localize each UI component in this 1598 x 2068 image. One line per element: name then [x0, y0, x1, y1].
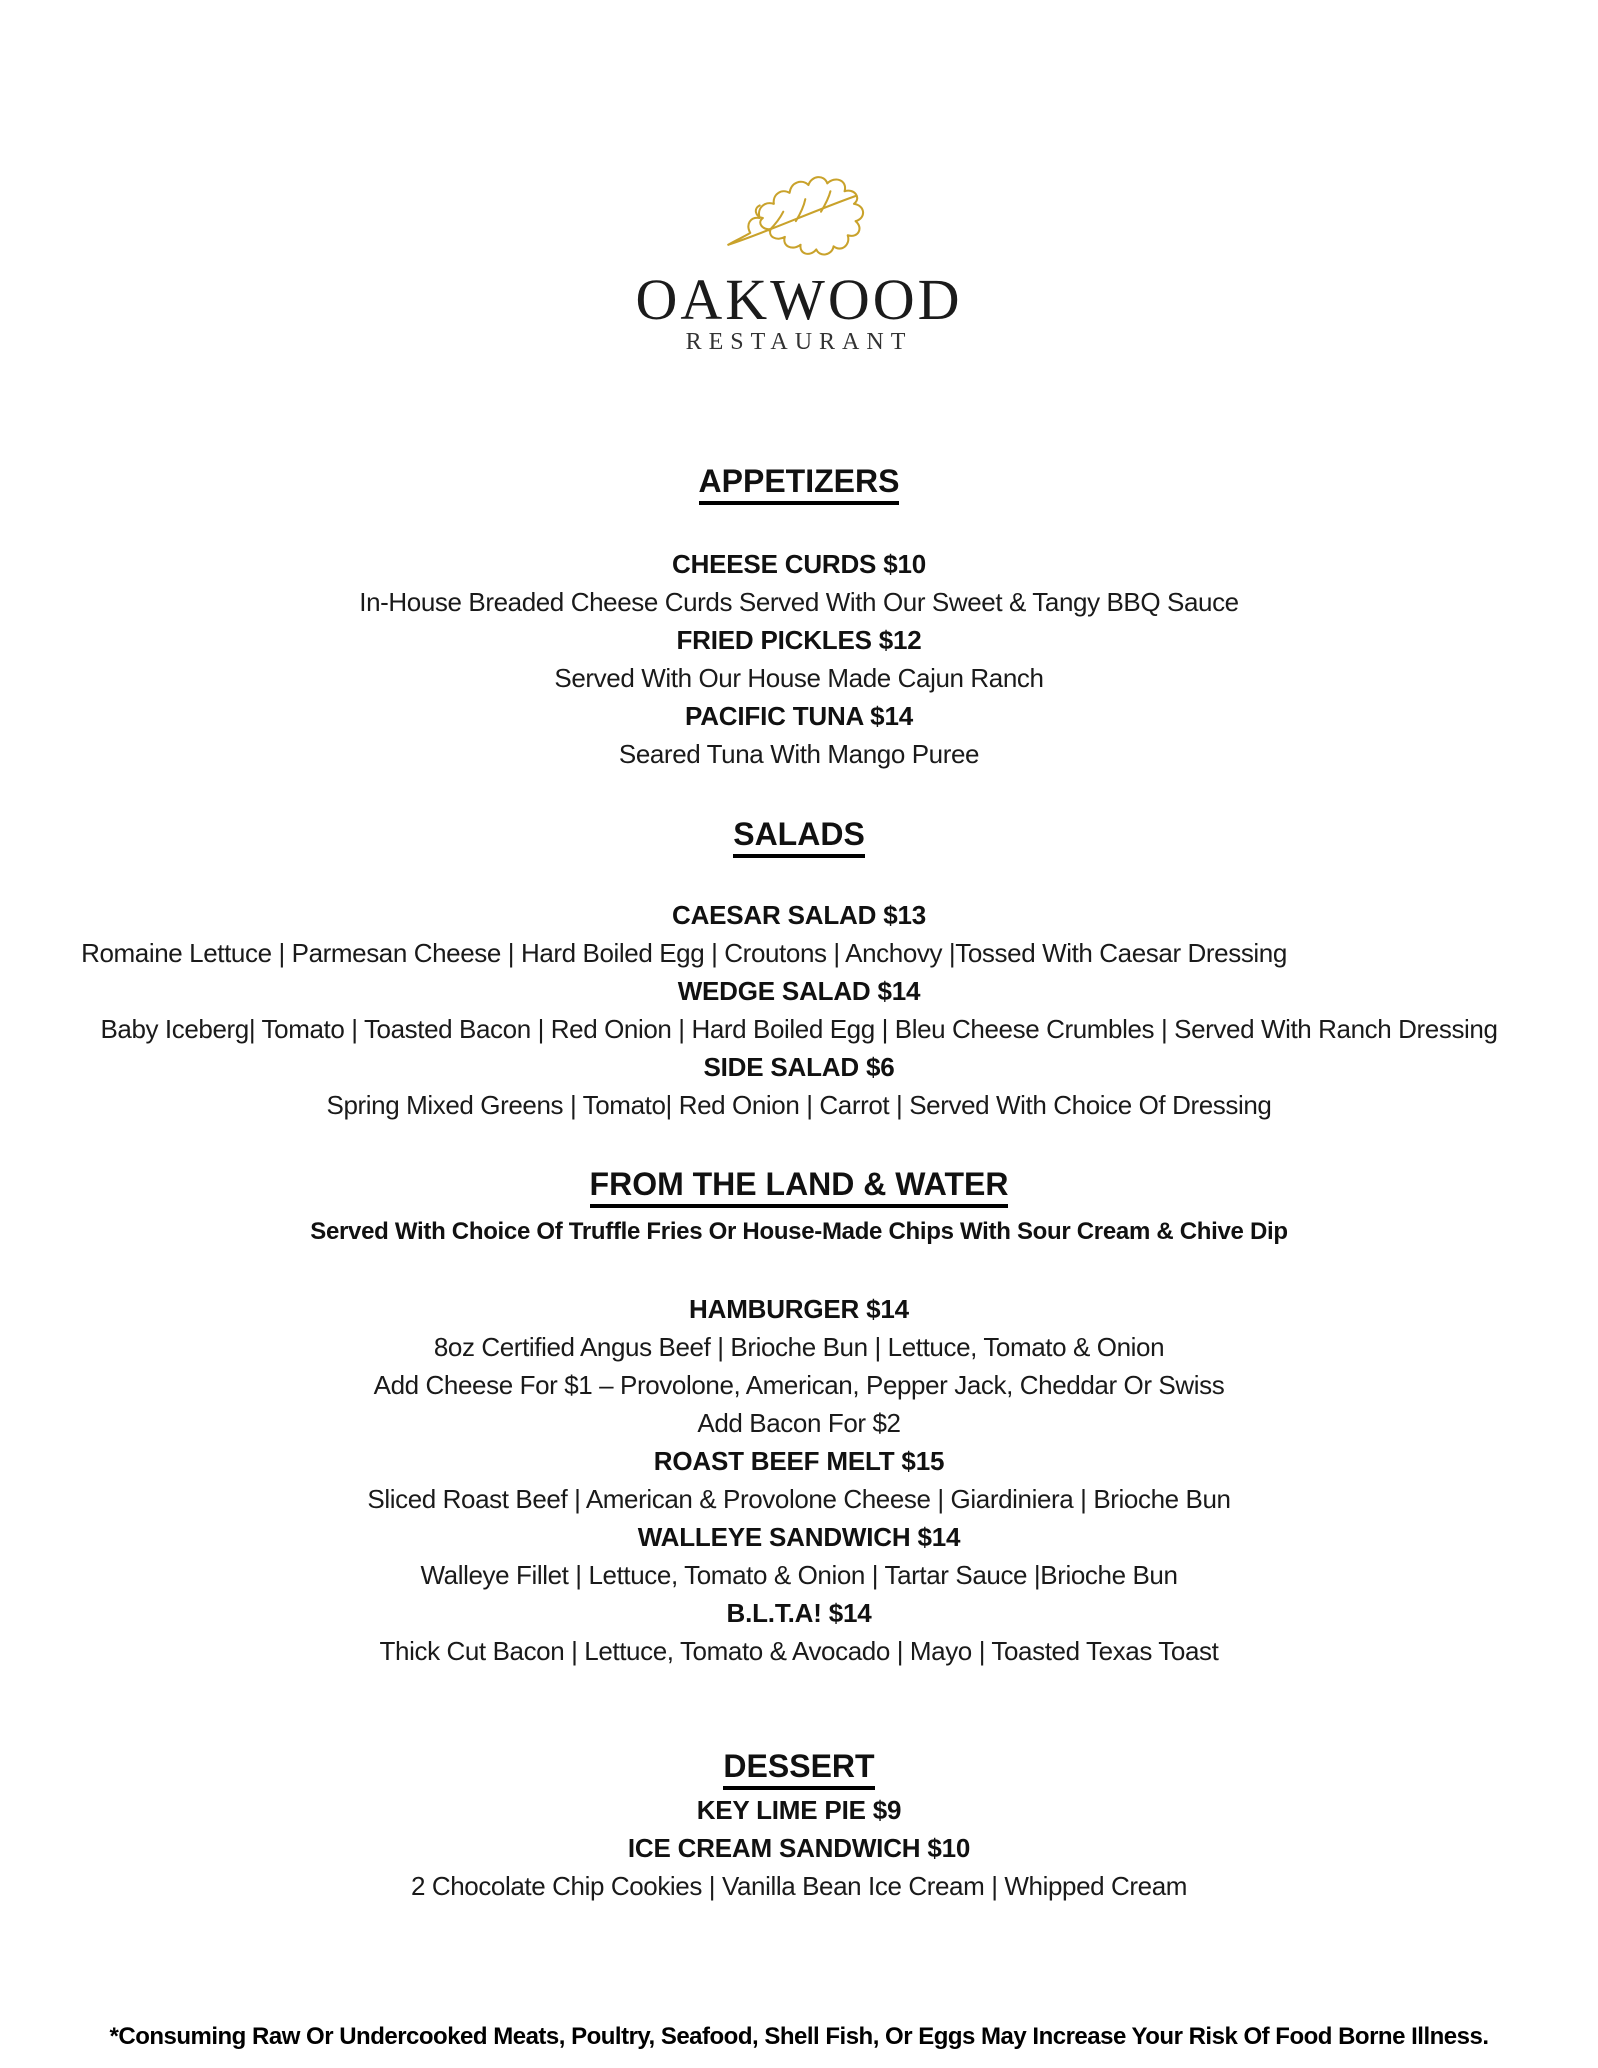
section-note: Served With Choice Of Truffle Fries Or House-Made Chips With Sour Cream & Chive Dip: [310, 1218, 1288, 1245]
section-land-and-water: [0, 1166, 1598, 1670]
section-title-appetizers: APPETIZERS: [0, 463, 1598, 499]
menu-item-name: ROAST BEEF MELT $15: [653, 1446, 945, 1476]
section-dessert: [0, 1748, 1598, 1905]
menu-item-description: Baby Iceberg| Tomato | Toasted Bacon | Red Onion | Hard Boiled Egg | Bleu Cheese Crumbles | Served With Ranch Dressing: [100, 1014, 1498, 1044]
menu-item-description: Seared Tuna With Mango Puree: [618, 739, 980, 769]
menu-item-name: ICE CREAM SANDWICH $10: [627, 1833, 971, 1863]
menu-item-name: CAESAR SALAD $13: [672, 900, 926, 930]
menu-item-description: In-House Breaded Cheese Curds Served With Our Sweet & Tangy BBQ Sauce: [359, 587, 1239, 617]
oak-leaf-icon: [720, 163, 878, 273]
menu-item-name: HAMBURGER $14: [689, 1294, 909, 1324]
menu-item-name: B.L.T.A! $14: [726, 1598, 872, 1628]
dessert-items: [0, 1791, 1598, 1905]
menu-item-description: 8oz Certified Angus Beef | Brioche Bun | Lettuce, Tomato & Onion: [433, 1332, 1165, 1362]
section-title-dessert: DESSERT: [0, 1748, 1598, 1784]
menu-item-description: Add Cheese For $1 – Provolone, American, Pepper Jack, Cheddar Or Swiss: [373, 1370, 1225, 1400]
menu-item-description: Served With Our House Made Cajun Ranch: [554, 663, 1044, 693]
menu-item-name: WALLEYE SANDWICH $14: [637, 1522, 961, 1552]
appetizers-items: [0, 545, 1598, 773]
menu-item-description: Add Bacon For $2: [697, 1408, 901, 1438]
disclaimer-text: *Consuming Raw Or Undercooked Meats, Poultry, Seafood, Shell Fish, Or Eggs May Increase Your Risk Of Food Borne Illness.: [109, 2023, 1489, 2050]
menu-item-description: Sliced Roast Beef | American & Provolone Cheese | Giardiniera | Brioche Bun: [367, 1484, 1231, 1514]
menu-item-name: PACIFIC TUNA $14: [685, 701, 913, 731]
menu-item-name: CHEESE CURDS $10: [672, 549, 926, 579]
menu-item-description: Romaine Lettuce | Parmesan Cheese | Hard Boiled Egg | Croutons | Anchovy |Tossed With Caesar Dressing: [81, 938, 1287, 968]
menu-item-name: WEDGE SALAD $14: [677, 976, 921, 1006]
menu-item-name: SIDE SALAD $6: [703, 1052, 895, 1082]
menu-content: [0, 463, 1598, 1905]
land-and-water-items: [0, 1290, 1598, 1670]
restaurant-logo: [0, 0, 1598, 355]
salads-items: [0, 896, 1598, 1124]
restaurant-tagline: RESTAURANT: [685, 329, 913, 355]
menu-item-description: Thick Cut Bacon | Lettuce, Tomato & Avocado | Mayo | Toasted Texas Toast: [379, 1636, 1219, 1666]
menu-item-description: Spring Mixed Greens | Tomato| Red Onion | Carrot | Served With Choice Of Dressing: [326, 1090, 1272, 1120]
section-title-land-and-water: FROM THE LAND & WATER: [0, 1166, 1598, 1202]
section-title-salads: SALADS: [0, 816, 1598, 852]
menu-item-name: FRIED PICKLES $12: [676, 625, 922, 655]
menu-item-description: 2 Chocolate Chip Cookies | Vanilla Bean Ice Cream | Whipped Cream: [410, 1871, 1188, 1901]
menu-item-description: Walleye Fillet | Lettuce, Tomato & Onion | Tartar Sauce |Brioche Bun: [420, 1560, 1178, 1590]
restaurant-name: OAKWOOD: [635, 267, 963, 332]
section-salads: [0, 816, 1598, 1124]
section-appetizers: [0, 463, 1598, 773]
menu-item-name: KEY LIME PIE $9: [696, 1795, 902, 1825]
